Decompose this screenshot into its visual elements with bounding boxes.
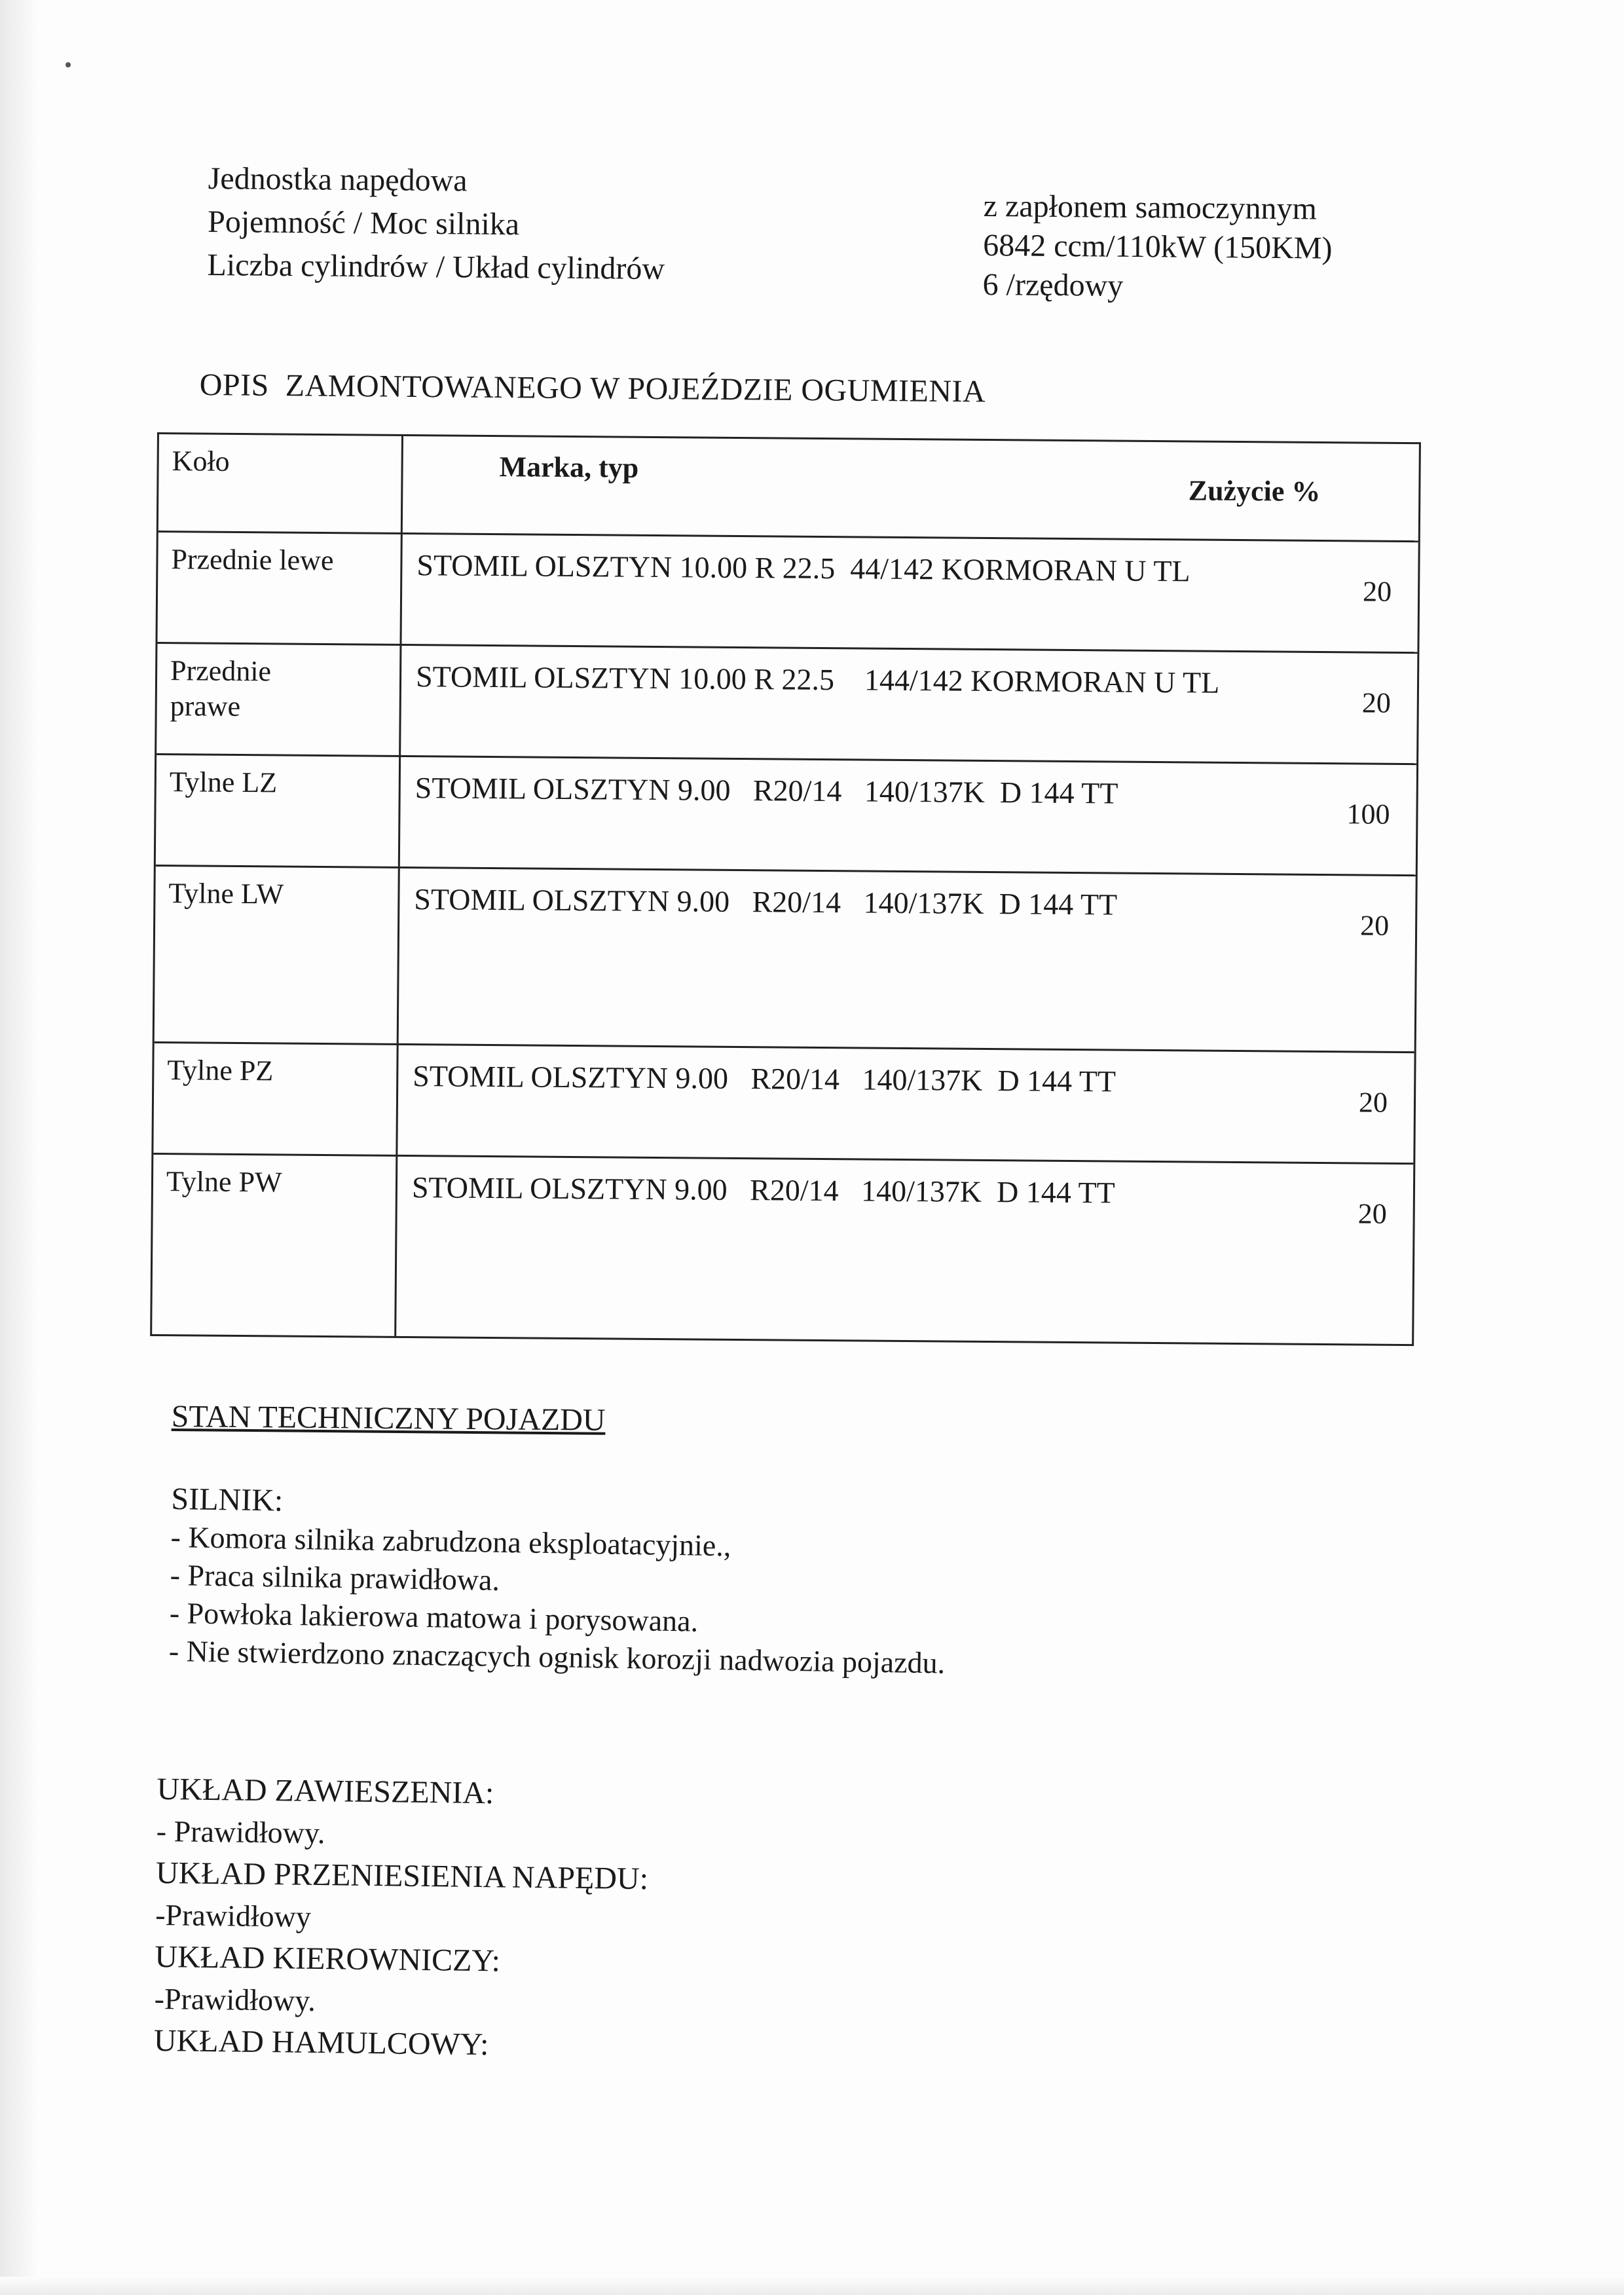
row-brand: STOMIL OLSZTYN 10.00 R 22.5 44/142 KORMORAN U TL (416, 548, 1190, 588)
row-wear: 20 (1358, 1086, 1388, 1119)
scan-edge-shadow (0, 0, 39, 2295)
row-wheel: Tylne PW (166, 1165, 282, 1199)
engine-item: - Komora silnika zabrudzona eksploatacyjnie., (170, 1520, 731, 1563)
spec-value: 6842 ccm/110kW (150KM) (982, 227, 1333, 266)
table-header-row (158, 434, 1419, 542)
engine-item: - Powłoka lakierowa matowa i porysowana. (169, 1595, 699, 1638)
systems-section (154, 1768, 650, 2068)
spec-label: Jednostka napędowa (208, 160, 468, 198)
spec-label: Liczba cylindrów / Układ cylindrów (207, 247, 665, 287)
row-brand: STOMIL OLSZTYN 9.00 R20/14 140/137K D 144 TT (414, 882, 1118, 922)
table-row (152, 1155, 1413, 1348)
row-wheel: Tylne LW (168, 877, 284, 910)
specs-values (982, 187, 1333, 308)
row-wheel: Tylne LZ (169, 766, 278, 799)
brakes-heading: UKŁAD HAMULCOWY: (153, 2023, 489, 2062)
table-row (155, 867, 1416, 1053)
steering-value: -Prawidłowy. (154, 1981, 316, 2017)
suspension-heading: UKŁAD ZAWIESZENIA: (157, 1771, 494, 1811)
row-brand: STOMIL OLSZTYN 10.00 R 22.5 144/142 KORMORAN U TL (415, 660, 1220, 700)
row-wheel: Tylne PZ (167, 1054, 274, 1087)
tire-table (150, 432, 1421, 1346)
steering-heading: UKŁAD KIEROWNICZY: (155, 1939, 501, 1979)
spec-value: 6 /rzędowy (982, 267, 1124, 303)
row-wear: 20 (1361, 686, 1392, 719)
technical-state-title: STAN TECHNICZNY POJAZDU (171, 1399, 606, 1438)
engine-heading: SILNIK: (171, 1481, 284, 1518)
header-wheel: Koło (172, 445, 230, 477)
table-row (156, 755, 1416, 876)
engine-section (168, 1480, 948, 1683)
header-brand: Marka, typ (499, 451, 639, 484)
engine-item: - Praca silnika prawidłowa. (170, 1558, 500, 1597)
row-wheel: Przednie lewe (171, 543, 334, 577)
drivetrain-value: -Prawidłowy (155, 1897, 312, 1933)
table-row (153, 1043, 1414, 1165)
row-wear: 20 (1362, 575, 1392, 608)
row-wheel: Przednie prawe (170, 654, 272, 723)
engine-item: - Nie stwierdzono znaczących ognisk korozji nadwozia pojazdu. (168, 1633, 946, 1680)
row-brand: STOMIL OLSZTYN 9.00 R20/14 140/137K D 144 TT (415, 771, 1118, 810)
spec-label: Pojemność / Moc silnika (207, 204, 520, 242)
table-row (157, 532, 1418, 654)
header-wear: Zużycie % (1188, 474, 1321, 508)
scan-edge-bottom (0, 2277, 1624, 2295)
row-brand: STOMIL OLSZTYN 9.00 R20/14 140/137K D 144 TT (413, 1059, 1116, 1098)
drivetrain-heading: UKŁAD PRZENIESIENIA NAPĘDU: (155, 1855, 649, 1897)
spec-value: z zapłonem samoczynnym (983, 188, 1318, 227)
row-wear: 100 (1346, 798, 1390, 830)
suspension-value: - Prawidłowy. (156, 1814, 325, 1850)
table-row (157, 644, 1417, 765)
row-wear: 20 (1359, 909, 1390, 942)
scan-speck (65, 62, 71, 67)
row-wear: 20 (1357, 1197, 1387, 1230)
specs-labels (207, 157, 665, 291)
tires-section-title: OPIS ZAMONTOWANEGO W POJEŹDZIE OGUMIENIA (199, 367, 986, 409)
row-brand: STOMIL OLSZTYN 9.00 R20/14 140/137K D 144 TT (411, 1170, 1115, 1210)
